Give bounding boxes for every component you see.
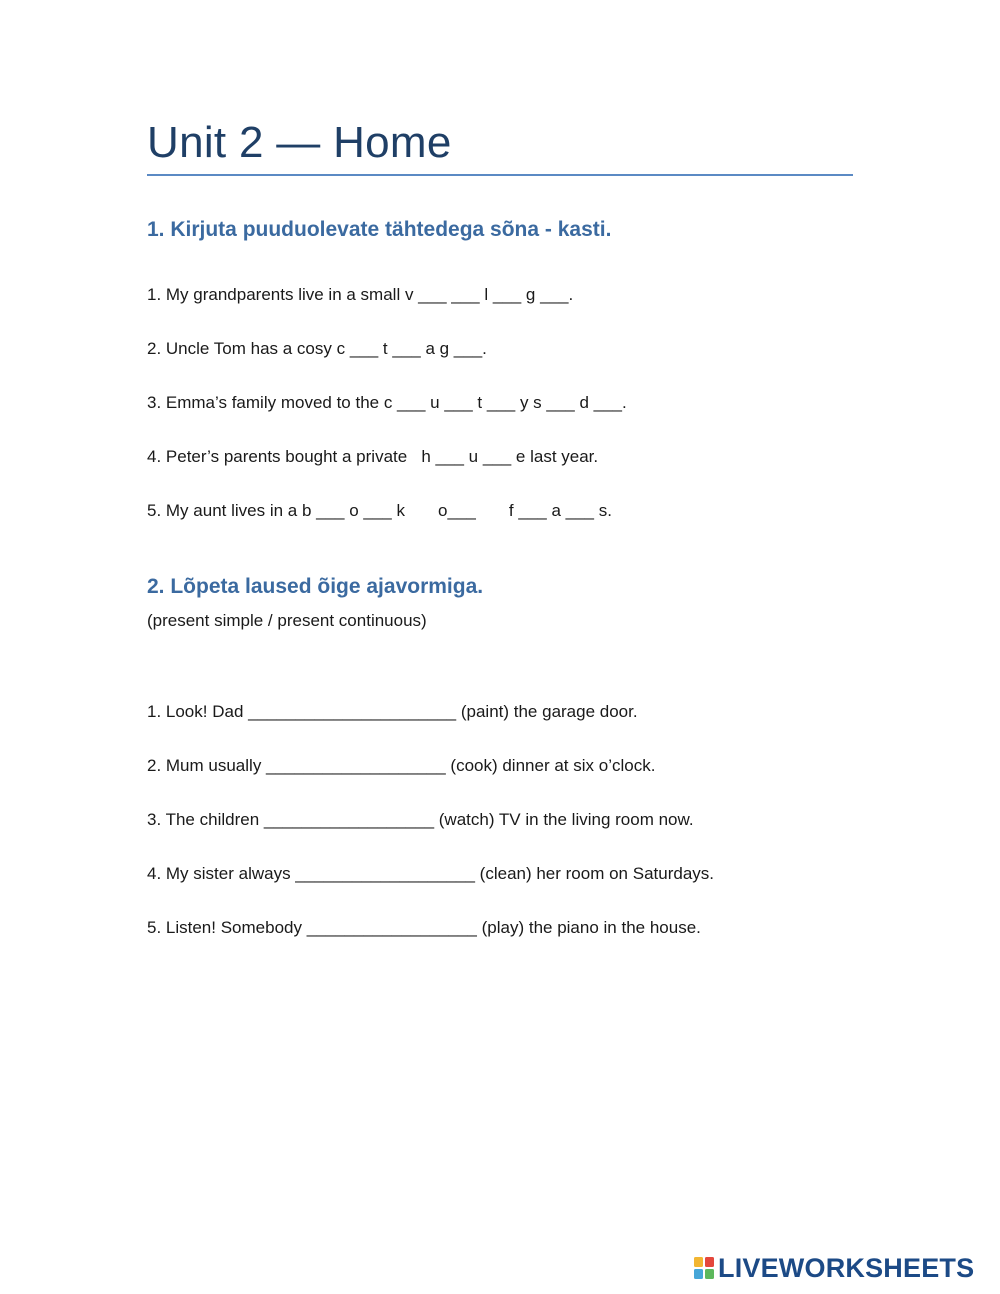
- exercise-2-item: 3. The children __________________ (watch) TV in the living room now.: [147, 810, 694, 829]
- title-divider: [147, 174, 853, 176]
- liveworksheets-logo-icon: [693, 1256, 715, 1280]
- exercise-2-item: 1. Look! Dad ______________________ (paint) the garage door.: [147, 702, 638, 721]
- exercise-2-item: 4. My sister always ___________________ (clean) her room on Saturdays.: [147, 864, 715, 883]
- section-2-subheading: (present simple / present continuous): [147, 611, 427, 630]
- section-1-heading: 1. Kirjuta puuduolevate tähtedega sõna - kasti.: [147, 218, 612, 241]
- exercise-1-item: 2. Uncle Tom has a cosy c ___ t ___ a g ___.: [147, 339, 487, 358]
- exercise-1-item: 5. My aunt lives in a b ___ o ___ k o___ f ___ a ___ s.: [147, 501, 612, 520]
- exercise-1-item: 3. Emma’s family moved to the c ___ u ___ t ___ y s ___ d ___.: [147, 393, 627, 412]
- section-2-heading: 2. Lõpeta laused õige ajavormiga.: [147, 575, 484, 598]
- exercise-2-item: 5. Listen! Somebody __________________ (play) the piano in the house.: [147, 918, 701, 937]
- page-title: Unit 2 — Home: [147, 118, 452, 167]
- logo-text: LIVEWORKSHEETS: [718, 1252, 975, 1283]
- exercise-2-item: 2. Mum usually ___________________ (cook) dinner at six o’clock.: [147, 756, 656, 775]
- exercise-1-item: 1. My grandparents live in a small v ___ ___ l ___ g ___.: [147, 285, 574, 304]
- exercise-1-item: 4. Peter’s parents bought a private h ___ u ___ e last year.: [147, 447, 599, 466]
- liveworksheets-logo: [693, 1253, 974, 1283]
